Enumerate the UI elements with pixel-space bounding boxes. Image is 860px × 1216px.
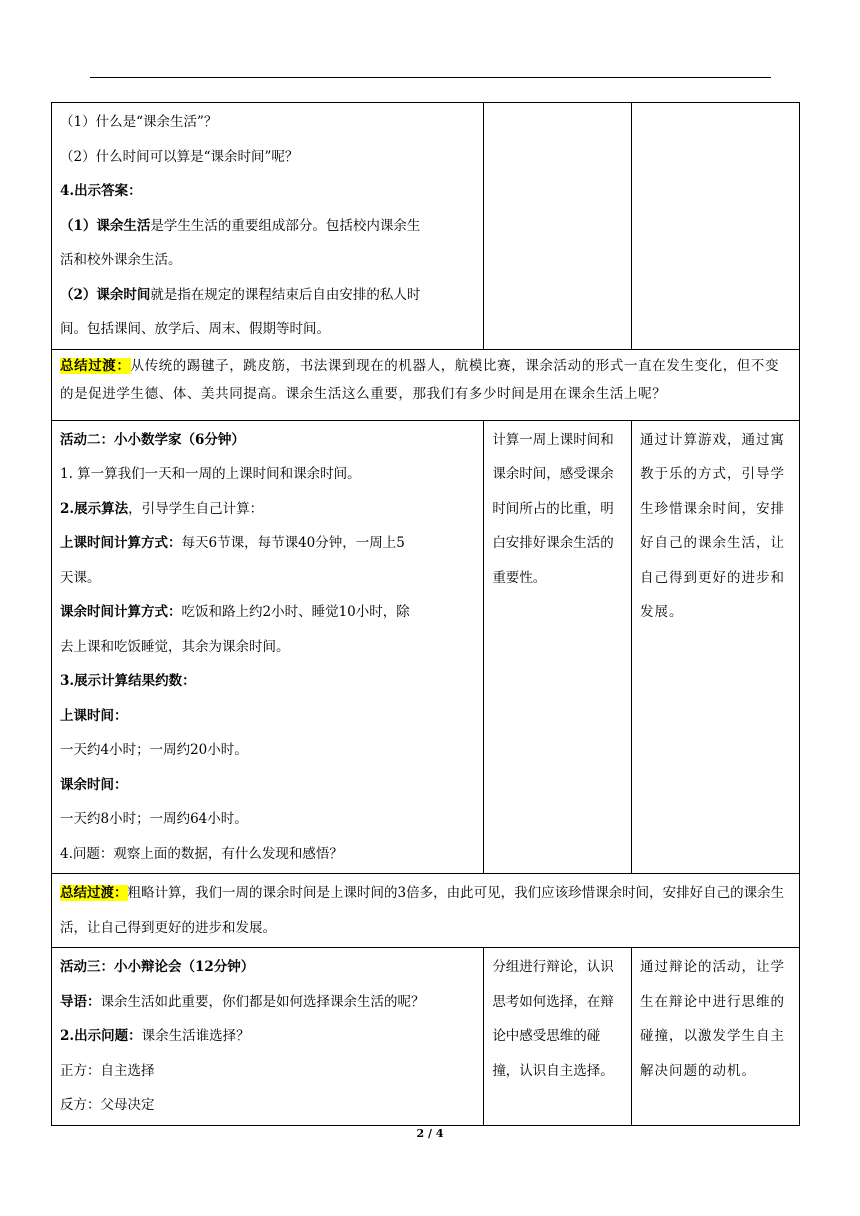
teacher-activity-cell <box>52 103 484 350</box>
student-activity-cell <box>484 948 632 1126</box>
activity-3-intent-text: 通过辩论的活动，让学生在辩论中进行思维的碰撞，以激发学生自主解决问题的动机。 <box>639 959 785 1079</box>
table-row <box>52 103 800 350</box>
lesson-plan-table <box>51 102 800 1126</box>
table-row <box>52 948 800 1126</box>
student-activity-cell <box>484 103 632 350</box>
answer-1-label: （1）课余生活 <box>60 217 151 234</box>
answer-1-line-2: 活和校外课余生活。 <box>60 252 182 268</box>
con-side: 反方：父母决定 <box>60 1097 155 1113</box>
design-intent-cell <box>631 420 799 874</box>
table-row <box>52 420 800 874</box>
class-time-label: 上课时间： <box>60 707 128 724</box>
question-text: 课余生活谁选择？ <box>141 1028 250 1044</box>
question-2: （2）什么时间可以算是“课余时间”呢？ <box>60 148 299 165</box>
answer-1-line-1 <box>60 209 475 244</box>
free-calc-text: 吃饭和路上约2小时、睡觉10小时，除 <box>181 604 410 620</box>
table-row <box>52 349 800 420</box>
answer-2-label: （2）课余时间 <box>60 286 151 303</box>
activity-3-student-text: 分组进行辩论，认识思考如何选择，在辩论中感受思维的碰撞，认识自主选择。 <box>492 959 614 1079</box>
class-calc-line-2: 天课。 <box>60 569 101 586</box>
answer-2-text: 就是指在规定的课程结束后自由安排的私人时 <box>150 286 421 303</box>
free-time-value: 一天约8小时；一周约64小时。 <box>60 811 248 827</box>
free-calc-label: 课余时间计算方式： <box>60 604 182 620</box>
summary-1-paragraph <box>60 352 791 408</box>
question-label: 2.出示问题： <box>60 1028 142 1044</box>
activity-3-guide <box>60 985 475 1020</box>
summary-2-text: 粗略计算，我们一周的课余时间是上课时间的3倍多，由此可见，我们应该珍惜课余时间，安排好自己的课余生活，让自己得到更好的进步和发展。 <box>60 885 785 936</box>
answer-heading: 4.出示答案： <box>60 183 142 199</box>
answer-1-text: 是学生生活的重要组成部分。包括校内课余生 <box>150 217 421 234</box>
answer-2-line-2: 间。包括课间、放学后、周末、假期等时间。 <box>60 321 330 337</box>
class-calc-line-1 <box>60 526 475 561</box>
class-time-value: 一天约4小时；一周约20小时。 <box>60 742 248 758</box>
summary-1-text: 从传统的踢毽子，跳皮筋，书法课到现在的机器人，航模比赛，课余活动的形式一直在发生变化，但不变的是促进学生德、体、美共同提高。课余生活这么重要，那我们有多少时间是用在课余生活上呢？ <box>60 357 780 402</box>
step-2-label: 2.展示算法 <box>60 500 129 517</box>
summary-1-label: 总结过渡： <box>60 357 131 374</box>
summary-transition-2 <box>52 874 800 948</box>
activity-2-student-text: 计算一周上课时间和课余时间，感受课余时间所占的比重，明白安排好课余生活的重要性。 <box>492 431 614 586</box>
class-calc-label: 上课时间计算方式： <box>60 535 182 551</box>
free-calc-line-2: 去上课和吃饭睡觉，其余为课余时间。 <box>60 638 290 655</box>
pro-side: 正方：自主选择 <box>60 1062 155 1079</box>
activity-2-step-1: 1. 算一算我们一天和一周的上课时间和课余时间。 <box>60 466 361 482</box>
activity-2-step-2 <box>60 492 475 527</box>
activity-2-step-3: 3.展示计算结果约数： <box>60 673 196 689</box>
answer-2-line-1 <box>60 278 475 313</box>
table-row <box>52 874 800 948</box>
step-2-text: ，引导学生自己计算： <box>128 500 264 517</box>
activity-3-title: 活动三：小小辩论会（12分钟） <box>60 959 255 975</box>
guide-label: 导语： <box>60 993 101 1010</box>
teacher-activity-cell <box>52 948 484 1126</box>
student-activity-cell <box>484 420 632 874</box>
summary-2-label: 总结过渡： <box>60 885 128 901</box>
free-time-label: 课余时间： <box>60 776 128 793</box>
page-number: 2 / 4 <box>416 1127 444 1140</box>
activity-2-question: 4.问题：观察上面的数据，有什么发现和感悟？ <box>60 845 343 862</box>
free-calc-line-1 <box>60 595 475 630</box>
design-intent-cell <box>631 948 799 1126</box>
activity-3-question <box>60 1019 475 1054</box>
activity-2-title: 活动二：小小数学家（6分钟） <box>60 431 245 448</box>
teacher-activity-cell <box>52 420 484 874</box>
summary-transition-1 <box>52 349 800 420</box>
header-rule <box>90 77 771 78</box>
summary-2-paragraph <box>60 876 791 945</box>
question-1: （1）什么是“课余生活”？ <box>60 114 218 130</box>
activity-2-intent-text: 通过计算游戏，通过寓教于乐的方式，引导学生珍惜课余时间，安排好自己的课余生活，让自己得到更好的进步和发展。 <box>639 431 785 620</box>
class-calc-text: 每天6节课，每节课40分钟，一周上5 <box>181 535 405 551</box>
design-intent-cell <box>631 103 799 350</box>
guide-text: 课余生活如此重要，你们都是如何选择课余生活的呢？ <box>100 993 425 1010</box>
